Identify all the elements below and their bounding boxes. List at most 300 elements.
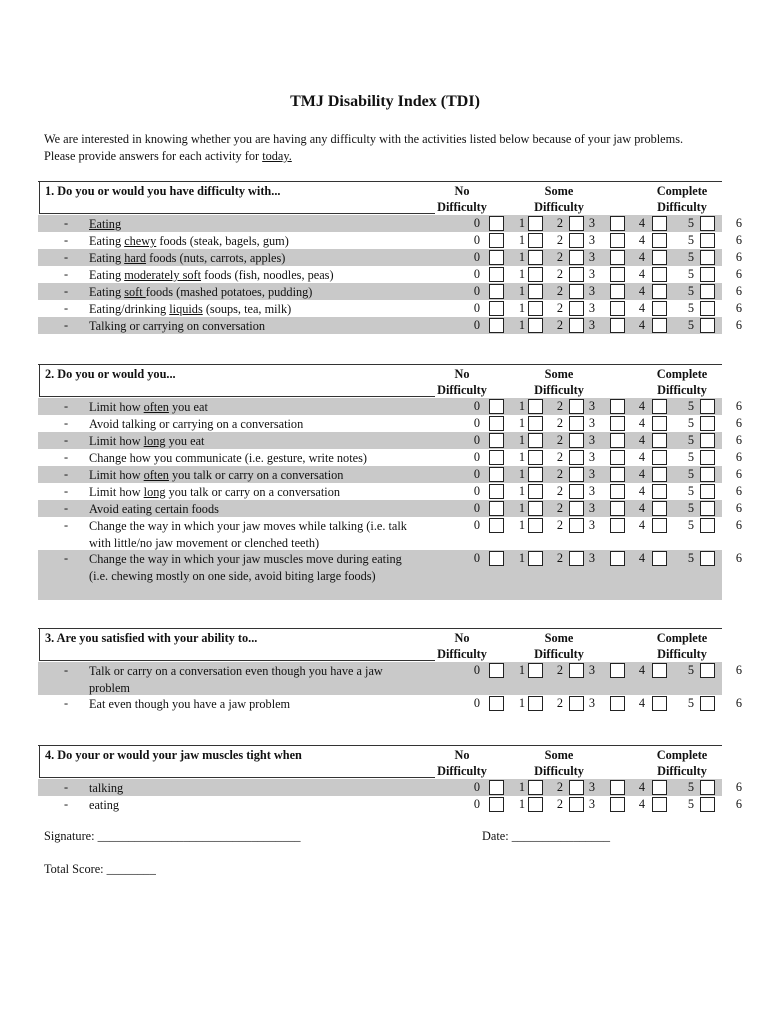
rating-number: 0 — [473, 399, 480, 413]
section-3 — [38, 628, 742, 712]
rating-number: 0 — [473, 433, 480, 447]
rating-checkbox[interactable] — [569, 301, 584, 316]
rating-checkbox[interactable] — [569, 233, 584, 248]
scale-label-difficulty: Difficulty — [657, 647, 707, 661]
section-question: 3. Are you satisfied with your ability to... — [39, 629, 435, 661]
rating-checkbox[interactable] — [652, 233, 667, 248]
question-row — [38, 779, 742, 796]
rating-checkbox[interactable] — [652, 484, 667, 499]
bullet-dash: - — [64, 780, 69, 794]
rating-options — [432, 662, 742, 679]
scale-label-difficulty: Difficulty — [657, 383, 707, 397]
question-row — [38, 432, 742, 449]
scale-label-some-top: Some — [544, 367, 574, 381]
rating-number: 4 — [638, 399, 645, 413]
rating-checkbox[interactable] — [489, 399, 504, 414]
rating-checkbox[interactable] — [569, 797, 584, 812]
rating-checkbox[interactable] — [569, 501, 584, 516]
rating-number: 6 — [735, 663, 742, 677]
scale-label-difficulty: Difficulty — [437, 764, 487, 778]
rating-checkbox[interactable] — [528, 284, 543, 299]
rating-checkbox[interactable] — [652, 780, 667, 795]
rating-number: 5 — [687, 780, 694, 794]
rating-number: 6 — [735, 551, 742, 565]
rating-number: 3 — [588, 663, 595, 677]
rating-checkbox[interactable] — [610, 518, 625, 533]
bullet-dash: - — [64, 797, 69, 811]
rating-checkbox[interactable] — [610, 284, 625, 299]
rating-number: 1 — [518, 450, 525, 464]
rating-checkbox[interactable] — [528, 233, 543, 248]
rating-checkbox[interactable] — [652, 433, 667, 448]
rating-number: 4 — [638, 467, 645, 481]
rating-checkbox[interactable] — [489, 216, 504, 231]
question-row — [38, 517, 742, 550]
rating-number: 5 — [687, 467, 694, 481]
rating-number: 3 — [588, 518, 595, 532]
rating-checkbox[interactable] — [489, 416, 504, 431]
rating-number: 4 — [638, 551, 645, 565]
rating-number: 3 — [588, 450, 595, 464]
question-row — [38, 449, 742, 466]
rating-number: 2 — [556, 233, 563, 247]
rating-checkbox[interactable] — [652, 797, 667, 812]
rating-number: 0 — [473, 467, 480, 481]
rating-number: 1 — [518, 416, 525, 430]
scale-label-some-top: Some — [544, 748, 574, 762]
rating-number: 2 — [556, 663, 563, 677]
intro-today: today. — [262, 149, 292, 163]
rating-checkbox[interactable] — [569, 318, 584, 333]
rating-checkbox[interactable] — [610, 501, 625, 516]
rating-checkbox[interactable] — [652, 450, 667, 465]
rating-number: 3 — [588, 416, 595, 430]
rating-checkbox[interactable] — [489, 696, 504, 711]
rating-checkbox[interactable] — [700, 433, 715, 448]
rating-checkbox[interactable] — [489, 450, 504, 465]
rating-checkbox[interactable] — [569, 663, 584, 678]
rating-checkbox[interactable] — [700, 399, 715, 414]
rating-number: 4 — [638, 284, 645, 298]
rating-checkbox[interactable] — [700, 780, 715, 795]
rating-checkbox[interactable] — [489, 250, 504, 265]
rating-number: 4 — [638, 780, 645, 794]
rating-checkbox[interactable] — [569, 484, 584, 499]
rating-number: 2 — [556, 696, 563, 710]
rating-checkbox[interactable] — [700, 518, 715, 533]
rating-checkbox[interactable] — [489, 551, 504, 566]
bullet-dash: - — [64, 467, 69, 481]
rating-checkbox[interactable] — [528, 267, 543, 282]
rating-number: 6 — [735, 318, 742, 332]
rating-number: 1 — [518, 663, 525, 677]
bullet-dash: - — [64, 484, 69, 498]
bullet-dash: - — [64, 216, 69, 230]
rating-number: 1 — [518, 399, 525, 413]
rating-number: 1 — [518, 318, 525, 332]
rating-number: 4 — [638, 216, 645, 230]
rating-checkbox[interactable] — [489, 301, 504, 316]
rating-number: 1 — [518, 267, 525, 281]
rating-checkbox[interactable] — [700, 416, 715, 431]
rating-checkbox[interactable] — [610, 467, 625, 482]
rating-checkbox[interactable] — [700, 216, 715, 231]
rating-checkbox[interactable] — [610, 318, 625, 333]
rating-number: 2 — [556, 250, 563, 264]
rating-number: 3 — [588, 267, 595, 281]
rating-number: 5 — [687, 233, 694, 247]
rating-checkbox[interactable] — [700, 284, 715, 299]
bullet-dash: - — [64, 233, 69, 247]
rating-options — [432, 415, 742, 432]
question-row — [38, 662, 742, 695]
rating-number: 3 — [588, 284, 595, 298]
rating-checkbox[interactable] — [489, 233, 504, 248]
rating-checkbox[interactable] — [528, 518, 543, 533]
rating-number: 3 — [588, 216, 595, 230]
rating-number: 1 — [518, 780, 525, 794]
scale-label-difficulty: Difficulty — [657, 200, 707, 214]
rating-number: 3 — [588, 797, 595, 811]
rating-checkbox[interactable] — [569, 467, 584, 482]
rating-checkbox[interactable] — [489, 501, 504, 516]
rating-number: 1 — [518, 250, 525, 264]
rating-checkbox[interactable] — [489, 318, 504, 333]
rating-number: 6 — [735, 416, 742, 430]
scale-label-difficulty: Difficulty — [534, 200, 584, 214]
scale-label-some — [528, 183, 590, 215]
rating-number: 1 — [518, 433, 525, 447]
rating-checkbox[interactable] — [610, 484, 625, 499]
rating-number: 3 — [588, 780, 595, 794]
question-label: Eating soft foods (mashed potatoes, pudding) — [89, 285, 313, 299]
rating-number: 3 — [588, 484, 595, 498]
rating-checkbox[interactable] — [569, 450, 584, 465]
rating-options — [432, 398, 742, 415]
rating-checkbox[interactable] — [700, 233, 715, 248]
rating-options — [432, 466, 742, 483]
rating-number: 3 — [588, 250, 595, 264]
rating-checkbox[interactable] — [652, 318, 667, 333]
rating-number: 5 — [687, 450, 694, 464]
rating-number: 3 — [588, 433, 595, 447]
rating-checkbox[interactable] — [700, 797, 715, 812]
scale-label-complete-top: Complete — [656, 748, 708, 762]
rating-checkbox[interactable] — [610, 551, 625, 566]
question-row — [38, 398, 742, 415]
bullet-dash: - — [64, 318, 69, 332]
intro-text: We are interested in knowing whether you are having any difficulty with the activities listed below because of your jaw problems. Please provide answers for each activity for — [44, 132, 684, 163]
question-row — [38, 283, 742, 300]
section-4 — [38, 745, 742, 813]
rating-number: 5 — [687, 267, 694, 281]
question-label: Talk or carry on a conversation even though you have a jaw problem — [89, 664, 383, 695]
question-row — [38, 466, 742, 483]
rating-number: 6 — [735, 450, 742, 464]
rating-options — [432, 283, 742, 300]
rating-checkbox[interactable] — [489, 797, 504, 812]
rating-checkbox[interactable] — [610, 780, 625, 795]
rating-checkbox[interactable] — [489, 780, 504, 795]
rating-number: 1 — [518, 797, 525, 811]
rating-checkbox[interactable] — [528, 797, 543, 812]
question-label: Eating — [89, 217, 122, 231]
rating-checkbox[interactable] — [652, 416, 667, 431]
rating-number: 2 — [556, 518, 563, 532]
rating-options — [432, 796, 742, 813]
rating-number: 1 — [518, 518, 525, 532]
rating-number: 1 — [518, 484, 525, 498]
question-label: Avoid eating certain foods — [89, 502, 219, 516]
rating-number: 6 — [735, 433, 742, 447]
scale-label-complete — [652, 366, 712, 398]
rating-number: 2 — [556, 433, 563, 447]
rating-number: 5 — [687, 216, 694, 230]
rating-number: 1 — [518, 233, 525, 247]
rating-checkbox[interactable] — [700, 467, 715, 482]
rating-checkbox[interactable] — [610, 399, 625, 414]
scale-label-difficulty: Difficulty — [534, 383, 584, 397]
rating-checkbox[interactable] — [528, 301, 543, 316]
rating-checkbox[interactable] — [610, 250, 625, 265]
rating-checkbox[interactable] — [528, 551, 543, 566]
rating-checkbox[interactable] — [652, 551, 667, 566]
scale-label-no-top: No — [454, 184, 470, 198]
rating-number: 2 — [556, 467, 563, 481]
rating-checkbox[interactable] — [700, 450, 715, 465]
rating-number: 0 — [473, 416, 480, 430]
rating-checkbox[interactable] — [610, 233, 625, 248]
rating-checkbox[interactable] — [489, 467, 504, 482]
rating-checkbox[interactable] — [610, 663, 625, 678]
rating-checkbox[interactable] — [700, 501, 715, 516]
rating-number: 5 — [687, 518, 694, 532]
rating-checkbox[interactable] — [489, 284, 504, 299]
question-row — [38, 249, 742, 266]
scale-label-no — [432, 747, 492, 779]
rating-checkbox[interactable] — [528, 484, 543, 499]
rating-checkbox[interactable] — [569, 250, 584, 265]
rating-number: 4 — [638, 433, 645, 447]
intro-paragraph — [44, 131, 704, 165]
rating-checkbox[interactable] — [700, 696, 715, 711]
rating-number: 5 — [687, 433, 694, 447]
rating-options — [432, 232, 742, 249]
rating-checkbox[interactable] — [528, 467, 543, 482]
question-row — [38, 415, 742, 432]
rating-number: 4 — [638, 267, 645, 281]
rating-number: 4 — [638, 797, 645, 811]
rating-checkbox[interactable] — [652, 284, 667, 299]
question-row — [38, 266, 742, 283]
rating-checkbox[interactable] — [528, 399, 543, 414]
question-label: Limit how often you eat — [89, 400, 208, 414]
rating-number: 6 — [735, 696, 742, 710]
question-row — [38, 500, 742, 517]
total-score-line[interactable]: Total Score: ________ — [44, 862, 156, 876]
rating-checkbox[interactable] — [700, 484, 715, 499]
section-header — [38, 364, 722, 398]
rating-number: 3 — [588, 233, 595, 247]
rating-number: 3 — [588, 551, 595, 565]
rating-number: 6 — [735, 233, 742, 247]
rating-number: 0 — [473, 501, 480, 515]
rating-checkbox[interactable] — [610, 216, 625, 231]
question-row — [38, 550, 742, 600]
bullet-dash: - — [64, 663, 69, 677]
rating-checkbox[interactable] — [528, 696, 543, 711]
rating-checkbox[interactable] — [610, 267, 625, 282]
rating-number: 0 — [473, 663, 480, 677]
scale-label-some — [528, 747, 590, 779]
rating-checkbox[interactable] — [569, 416, 584, 431]
section-question: 1. Do you or would you have difficulty with... — [39, 182, 435, 214]
rating-options — [432, 550, 742, 567]
scale-label-complete — [652, 747, 712, 779]
question-label: Eating chewy foods (steak, bagels, gum) — [89, 234, 289, 248]
rating-number: 1 — [518, 284, 525, 298]
rating-checkbox[interactable] — [489, 663, 504, 678]
date-line[interactable]: Date: ________________ — [482, 829, 611, 843]
rating-checkbox[interactable] — [569, 433, 584, 448]
rating-checkbox[interactable] — [569, 216, 584, 231]
rating-checkbox[interactable] — [652, 267, 667, 282]
rating-number: 1 — [518, 301, 525, 315]
rating-checkbox[interactable] — [569, 399, 584, 414]
rating-checkbox[interactable] — [528, 501, 543, 516]
rating-checkbox[interactable] — [610, 416, 625, 431]
rating-checkbox[interactable] — [489, 433, 504, 448]
rating-checkbox[interactable] — [652, 301, 667, 316]
rating-checkbox[interactable] — [652, 696, 667, 711]
rating-checkbox[interactable] — [652, 250, 667, 265]
rating-number: 4 — [638, 318, 645, 332]
scale-label-complete-top: Complete — [656, 631, 708, 645]
rating-number: 2 — [556, 284, 563, 298]
rating-options — [432, 449, 742, 466]
rating-number: 2 — [556, 797, 563, 811]
rating-checkbox[interactable] — [700, 267, 715, 282]
rating-number: 6 — [735, 399, 742, 413]
rating-number: 3 — [588, 301, 595, 315]
question-label: Change how you communicate (i.e. gesture, write notes) — [89, 451, 367, 465]
rating-checkbox[interactable] — [528, 780, 543, 795]
question-row — [38, 695, 742, 712]
rating-number: 0 — [473, 301, 480, 315]
rating-checkbox[interactable] — [652, 216, 667, 231]
rating-number: 2 — [556, 780, 563, 794]
rating-number: 4 — [638, 518, 645, 532]
rating-options — [432, 300, 742, 317]
rating-checkbox[interactable] — [652, 467, 667, 482]
rating-checkbox[interactable] — [489, 518, 504, 533]
rating-checkbox[interactable] — [700, 663, 715, 678]
question-label: Eat even though you have a jaw problem — [89, 697, 291, 711]
rating-checkbox[interactable] — [610, 797, 625, 812]
rating-checkbox[interactable] — [700, 318, 715, 333]
question-label: Limit how often you talk or carry on a conversation — [89, 468, 344, 482]
rating-number: 2 — [556, 318, 563, 332]
rating-number: 6 — [735, 518, 742, 532]
rating-checkbox[interactable] — [569, 267, 584, 282]
rating-number: 5 — [687, 301, 694, 315]
rating-checkbox[interactable] — [652, 399, 667, 414]
rating-checkbox[interactable] — [700, 250, 715, 265]
rating-number: 1 — [518, 501, 525, 515]
rating-checkbox[interactable] — [528, 216, 543, 231]
rating-checkbox[interactable] — [652, 501, 667, 516]
rating-checkbox[interactable] — [528, 250, 543, 265]
scale-label-no — [432, 183, 492, 215]
scale-label-difficulty: Difficulty — [534, 764, 584, 778]
rating-number: 5 — [687, 484, 694, 498]
scale-label-complete — [652, 183, 712, 215]
rating-checkbox[interactable] — [610, 301, 625, 316]
section-header — [38, 745, 722, 779]
rating-number: 3 — [588, 696, 595, 710]
bullet-dash: - — [64, 250, 69, 264]
rating-checkbox[interactable] — [569, 696, 584, 711]
scale-label-no — [432, 630, 492, 662]
rating-checkbox[interactable] — [569, 780, 584, 795]
rating-checkbox[interactable] — [610, 696, 625, 711]
rating-number: 0 — [473, 216, 480, 230]
rating-checkbox[interactable] — [569, 284, 584, 299]
rating-number: 4 — [638, 484, 645, 498]
rating-number: 6 — [735, 301, 742, 315]
rating-number: 1 — [518, 551, 525, 565]
bullet-dash: - — [64, 433, 69, 447]
rating-checkbox[interactable] — [528, 450, 543, 465]
rating-checkbox[interactable] — [610, 433, 625, 448]
rating-checkbox[interactable] — [569, 551, 584, 566]
rating-number: 0 — [473, 797, 480, 811]
rating-checkbox[interactable] — [489, 484, 504, 499]
scale-label-some-top: Some — [544, 184, 574, 198]
rating-checkbox[interactable] — [528, 433, 543, 448]
rating-number: 4 — [638, 696, 645, 710]
rating-checkbox[interactable] — [652, 663, 667, 678]
bullet-dash: - — [64, 399, 69, 413]
question-label: Eating moderately soft foods (fish, noodles, peas) — [89, 268, 334, 282]
rating-checkbox[interactable] — [569, 518, 584, 533]
scale-label-no-top: No — [454, 748, 470, 762]
rating-checkbox[interactable] — [652, 518, 667, 533]
rating-number: 5 — [687, 284, 694, 298]
rating-checkbox[interactable] — [700, 551, 715, 566]
rating-number: 6 — [735, 467, 742, 481]
rating-number: 2 — [556, 399, 563, 413]
scale-label-complete-top: Complete — [656, 184, 708, 198]
scale-label-difficulty: Difficulty — [534, 647, 584, 661]
rating-checkbox[interactable] — [489, 267, 504, 282]
scale-label-complete — [652, 630, 712, 662]
rating-number: 0 — [473, 450, 480, 464]
signature-line[interactable]: Signature: _________________________________ — [44, 829, 301, 843]
bullet-dash: - — [64, 416, 69, 430]
scale-label-difficulty: Difficulty — [657, 764, 707, 778]
rating-number: 6 — [735, 501, 742, 515]
question-label: Change the way in which your jaw muscles move during eating (i.e. chewing mostly on one side, avoid biting large foods) — [89, 552, 402, 583]
section-2 — [38, 364, 742, 600]
rating-checkbox[interactable] — [528, 663, 543, 678]
rating-checkbox[interactable] — [528, 318, 543, 333]
rating-number: 0 — [473, 250, 480, 264]
rating-checkbox[interactable] — [610, 450, 625, 465]
rating-checkbox[interactable] — [700, 301, 715, 316]
scale-label-difficulty: Difficulty — [437, 647, 487, 661]
rating-checkbox[interactable] — [528, 416, 543, 431]
